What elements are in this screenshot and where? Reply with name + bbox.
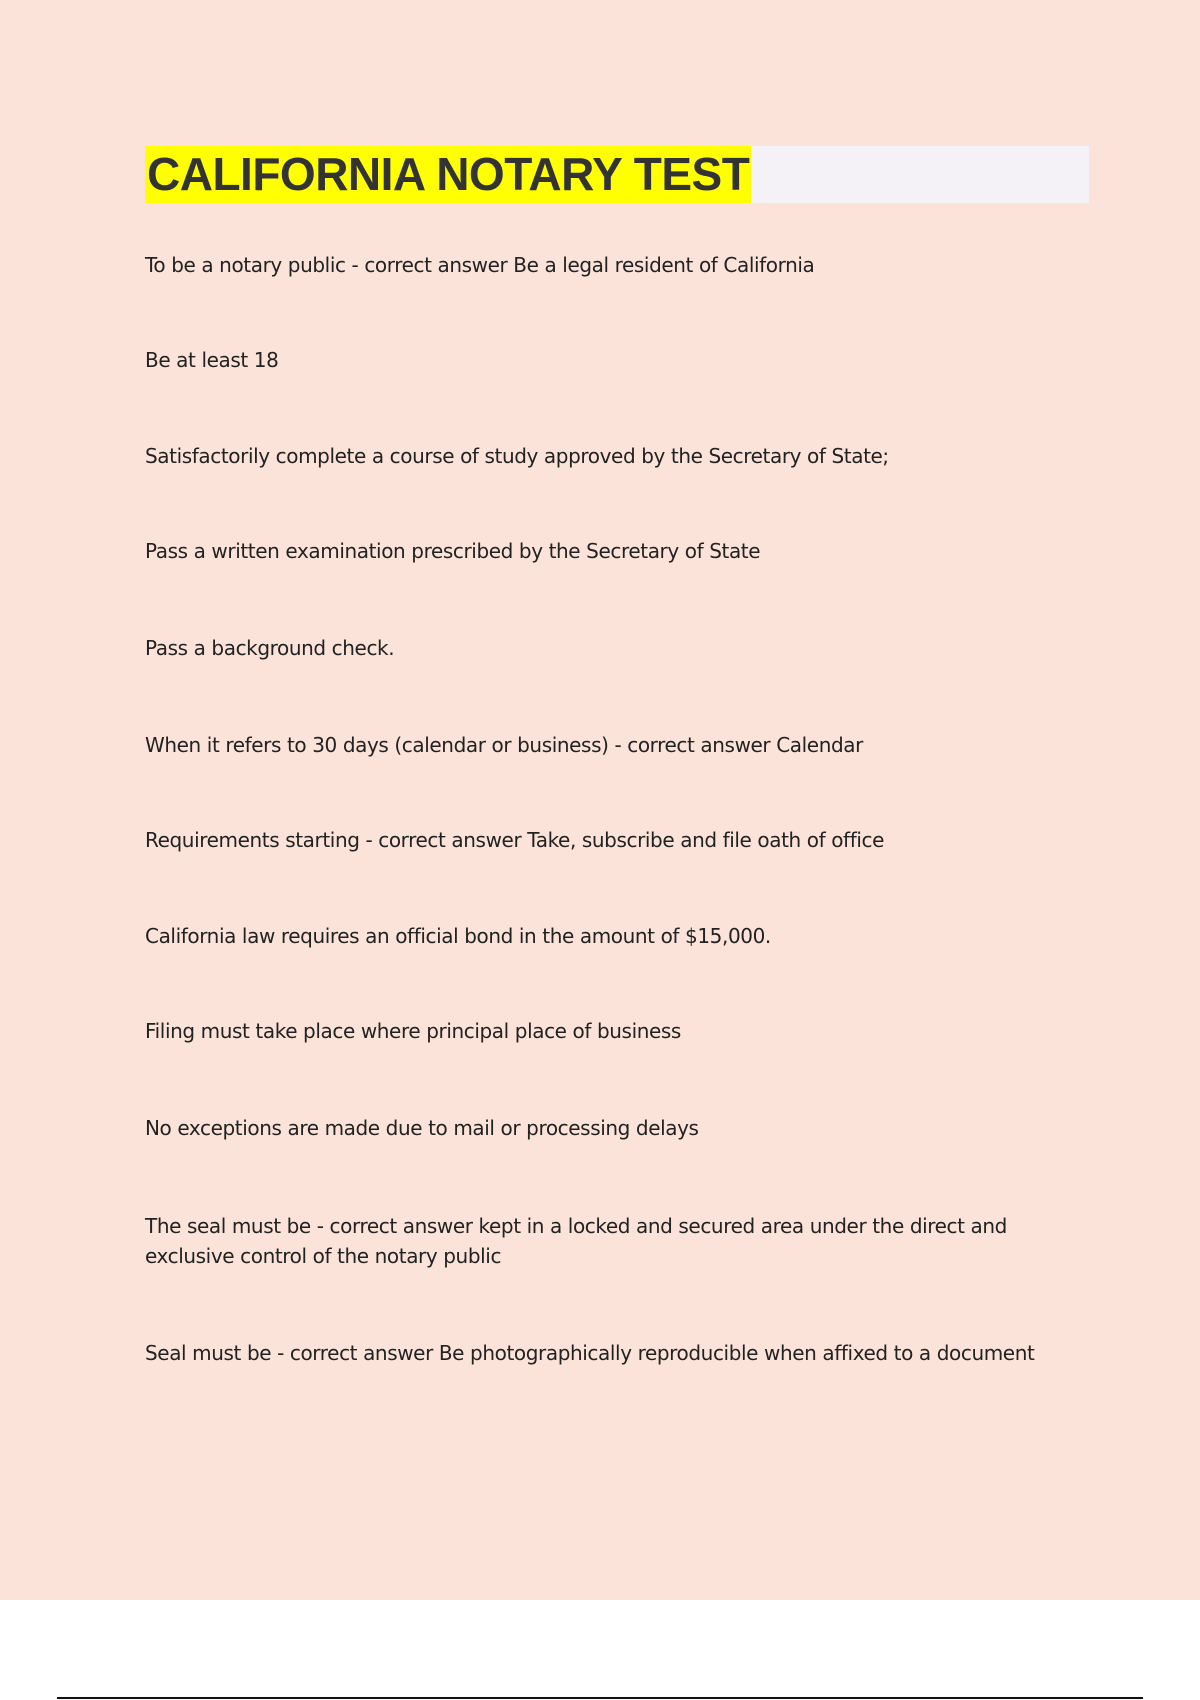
paragraph-1: To be a notary public - correct answer Be a legal resident of California <box>145 253 815 277</box>
paragraph-2: Be at least 18 <box>145 348 279 372</box>
paragraph-3: Satisfactorily complete a course of study approved by the Secretary of State; <box>145 444 889 468</box>
paragraph-12: Seal must be - correct answer Be photographically reproducible when affixed to a document <box>145 1341 1035 1365</box>
paragraph-8: California law requires an official bond in the amount of $15,000. <box>145 924 771 948</box>
page-divider <box>57 1697 1143 1699</box>
paragraph-10: No exceptions are made due to mail or processing delays <box>145 1116 699 1140</box>
paragraph-4: Pass a written examination prescribed by the Secretary of State <box>145 539 761 563</box>
paragraph-5: Pass a background check. <box>145 636 395 660</box>
document-title: CALIFORNIA NOTARY TEST <box>145 146 751 203</box>
paragraph-9: Filing must take place where principal place of business <box>145 1019 681 1043</box>
paragraph-6: When it refers to 30 days (calendar or business) - correct answer Calendar <box>145 733 863 757</box>
paragraph-7: Requirements starting - correct answer Take, subscribe and file oath of office <box>145 828 884 852</box>
paragraph-11: The seal must be - correct answer kept in a locked and secured area under the direct and exclusive control of the notary public <box>145 1214 1007 1268</box>
